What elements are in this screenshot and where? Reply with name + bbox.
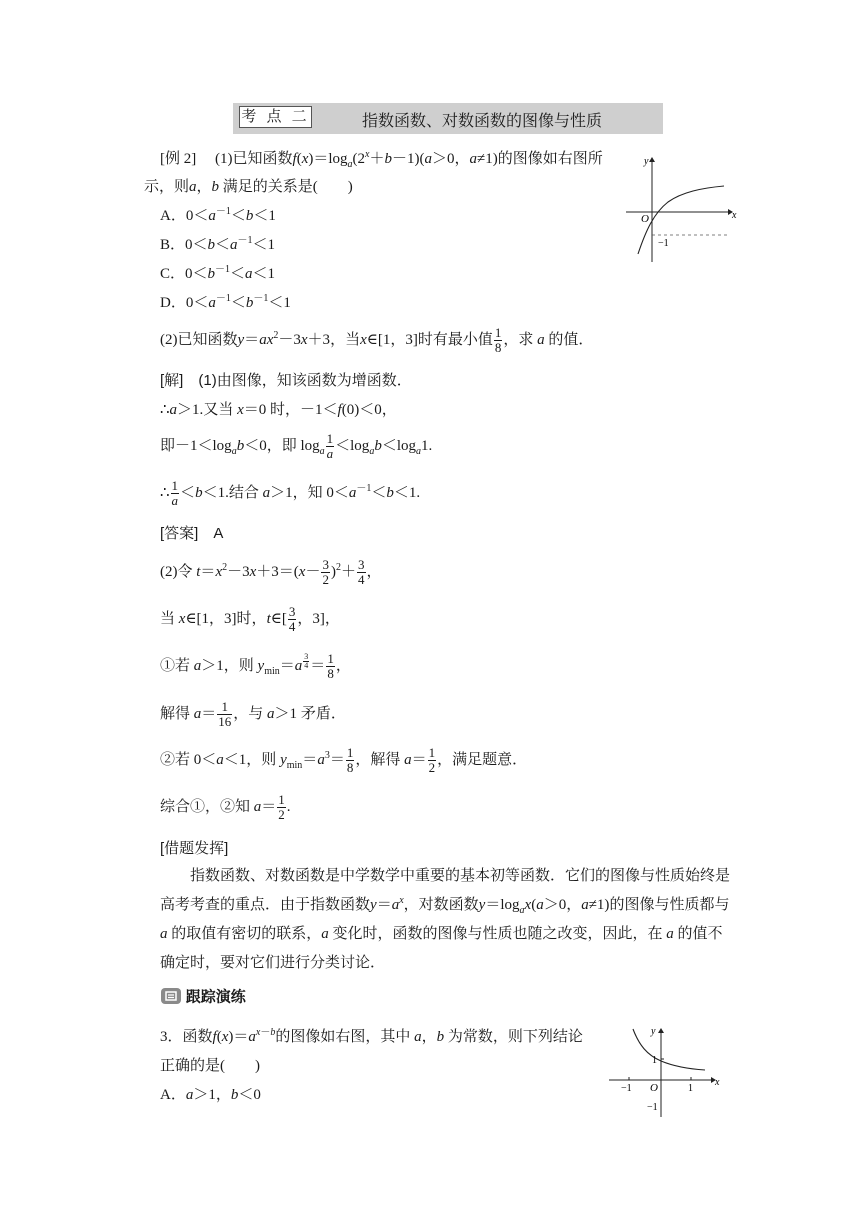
option-c: C．$0<b^{-1}<a<1$ [160, 264, 276, 282]
section-title: 指数函数、对数函数的图像与性质 [362, 113, 603, 130]
solution-line2: ∴a＞1.又当 x＝0 时，－1＜f(0)＜0， [160, 402, 397, 418]
graph2-tick-x-1: 1 [688, 1083, 693, 1094]
graph1-y-label: y [644, 156, 649, 167]
solution-line1: [解] (1)由图像，知该函数为增函数． [160, 372, 412, 389]
option-d: D．$0<a^{-1}<b^{-1}<1$ [160, 293, 291, 311]
section-banner [233, 103, 663, 134]
example-q2: (2)已知函数$y=ax^2-3x+3$，当x∈[1，3]时有最小值 $\frac{1}{8}$ ，求 a 的值． [160, 325, 594, 355]
solution-line7: 当 x∈[1，3]时，t∈[ $\frac{3}{4}$ ，3]， [160, 604, 340, 634]
practice-heading: 跟踪演练 [160, 985, 246, 1007]
answer-line: [答案] A [160, 525, 224, 542]
practice-icon [160, 985, 182, 1007]
section-badge: 考 点 二 [239, 106, 312, 128]
graph1-origin: O [641, 213, 649, 225]
solution-line9: 解得 a＝ $\frac{1}{16}$ ，与 a＞1 矛盾． [160, 699, 346, 729]
graph2-tick-x-neg1: −1 [621, 1083, 632, 1094]
example-q1-line1: [例 2] (1)已知函数$f(x)=\log_a(2^x+b-1)(a>0$，a≠1)的图像如右图所 [160, 149, 603, 170]
example-tag: [例 2] [160, 151, 197, 167]
solution-line3: 即$-1<\log_ab<0$，即 $\log_a$ $\frac{1}{a}$ $<\log_ab<\log_a1$. [160, 431, 433, 461]
example-q1-line2: 示，则a，b 满足的关系是( ) [144, 179, 353, 195]
graph2-x-label: x [715, 1077, 720, 1088]
graph-2 [605, 1025, 725, 1120]
graph2-tick-y-neg1: −1 [647, 1102, 658, 1113]
solution-tag: [解] [160, 372, 184, 389]
practice-q3-line2: 正确的是( ) [160, 1058, 260, 1074]
graph2-tick-y-1: 1 [652, 1055, 657, 1066]
insight-paragraph: 指数函数、对数函数是中学数学中重要的基本初等函数．它们的图像与性质始终是高考考查的重点．由于指数函数$y=a^x$，对数函数$y=\log_ax(a>0$，a≠1)的图像与性质都与 a 的取值有密切的联系，a 变化时，函数的图像与性质也随之改变，因此，在 a 的值不确定时，要对它们进行分类讨论． [160, 868, 731, 971]
graph-1 [620, 150, 740, 265]
practice-option-a: A．a＞1，b＜0 [160, 1087, 261, 1103]
graph2-y-label: y [651, 1026, 656, 1037]
graph1-tick-neg1: −1 [658, 238, 669, 249]
graph1-x-label: x [732, 210, 737, 221]
solution-line11: 综合①，②知 a＝ $\frac{1}{2}$ . [160, 792, 291, 822]
option-b: B．$0<b<a^{-1}<1$ [160, 235, 276, 253]
solution-line6: (2)令 $t=x^2-3x+3=(x-$ $\frac{3}{2}$ )$^2$＋ $\frac{3}{4}$ ， [160, 557, 382, 587]
solution-line8: ①若 a＞1，则 $y_{min}=a$ $^{\frac{3}{4}}$ ＝ $\frac{1}{8}$ ， [160, 651, 351, 681]
solution-line4: ∴ $\frac{1}{a}$ ＜b＜1.结合 a＞1，知 $0<a^{-1}<b<1$. [160, 478, 421, 508]
solution-line10: ②若 0＜a＜1，则 $y_{min}=a^3=$ $\frac{1}{8}$ ，解得 a＝ $\frac{1}{2}$ ，满足题意． [160, 745, 528, 775]
answer-value: A [213, 525, 224, 542]
option-a: A．$0<a^{-1}<b<1$ [160, 206, 276, 224]
graph2-origin: O [650, 1082, 658, 1094]
practice-q3-line1: 3．函数$f(x)=a^{x-b}$的图像如右图，其中 a，b 为常数，则下列结论 [160, 1027, 583, 1045]
insight-tag: [借题发挥] [160, 840, 229, 857]
